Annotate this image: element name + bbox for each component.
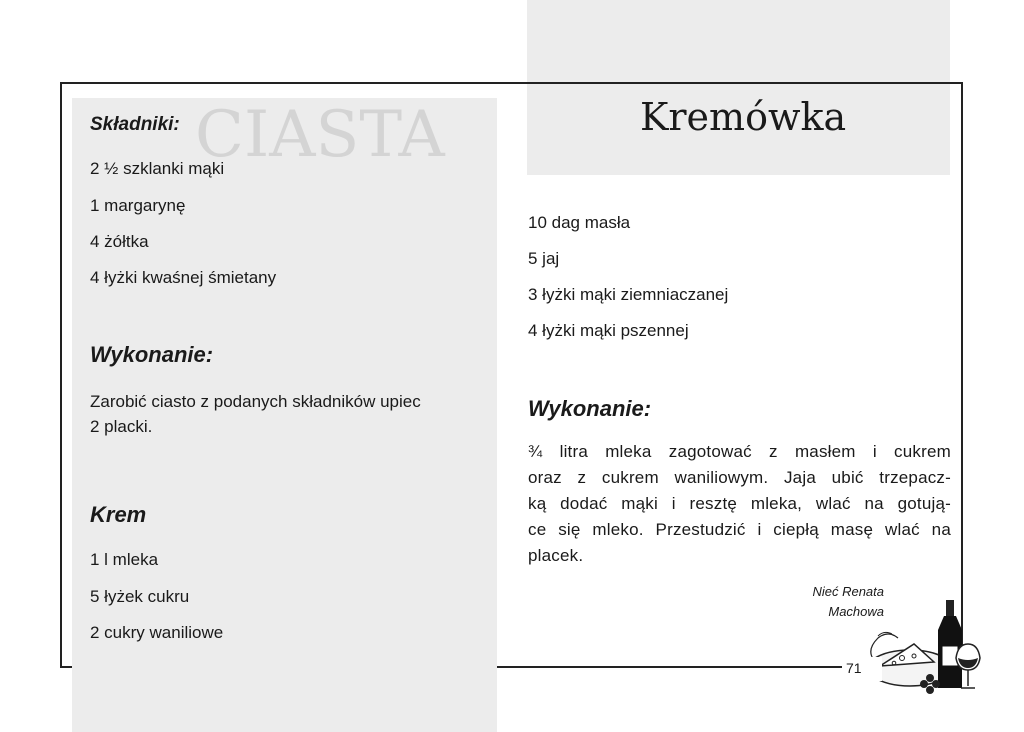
ingredient-item: 4 łyżki mąki pszennej — [528, 321, 689, 340]
method-line: oraz z cukrem waniliowym. Jaja ubić trzepacz- — [528, 468, 951, 487]
method-line: Zarobić ciasto z podanych składników upiec — [90, 392, 421, 411]
method-heading-left: Wykonanie: — [90, 342, 214, 367]
method-paragraph — [528, 439, 951, 569]
cream-ingredient: 2 cukry waniliowe — [90, 623, 224, 642]
cream-ingredient: 5 łyżek cukru — [90, 587, 190, 606]
method-line: ce się mleko. Przestudzić i ciepłą masę wlać na — [528, 520, 951, 539]
author-line: Nieć Renata — [812, 584, 884, 599]
method-heading-right: Wykonanie: — [528, 396, 652, 421]
ingredient-item: 5 jaj — [528, 249, 560, 268]
recipe-title: Kremówka — [640, 95, 847, 139]
cream-ingredient: 1 l mleka — [90, 550, 159, 569]
cream-heading: Krem — [90, 502, 147, 527]
method-line: 2 placki. — [90, 417, 153, 436]
method-line: ką dodać mąki i resztę mleka, wlać na gotują- — [528, 494, 951, 513]
ingredient-item: 4 łyżki kwaśnej śmietany — [90, 268, 277, 287]
section-watermark: CIASTA — [195, 98, 445, 172]
method-line: placek. — [528, 546, 584, 565]
ingredient-item: 1 margarynę — [90, 196, 186, 215]
ingredient-item: 2 ½ szklanki mąki — [90, 159, 225, 178]
ingredient-item: 3 łyżki mąki ziemniaczanej — [528, 285, 729, 304]
ingredient-item: 4 żółtka — [90, 232, 149, 251]
page-number: 71 — [846, 660, 862, 676]
method-line: ¾ litra mleka zagotować z masłem i cukrem — [528, 442, 951, 461]
wine-bottle-cheese-grapes-icon — [862, 596, 992, 696]
author-line: Machowa — [828, 604, 884, 619]
ingredients-heading: Składniki: — [90, 114, 180, 135]
ingredient-item: 10 dag masła — [528, 213, 631, 232]
